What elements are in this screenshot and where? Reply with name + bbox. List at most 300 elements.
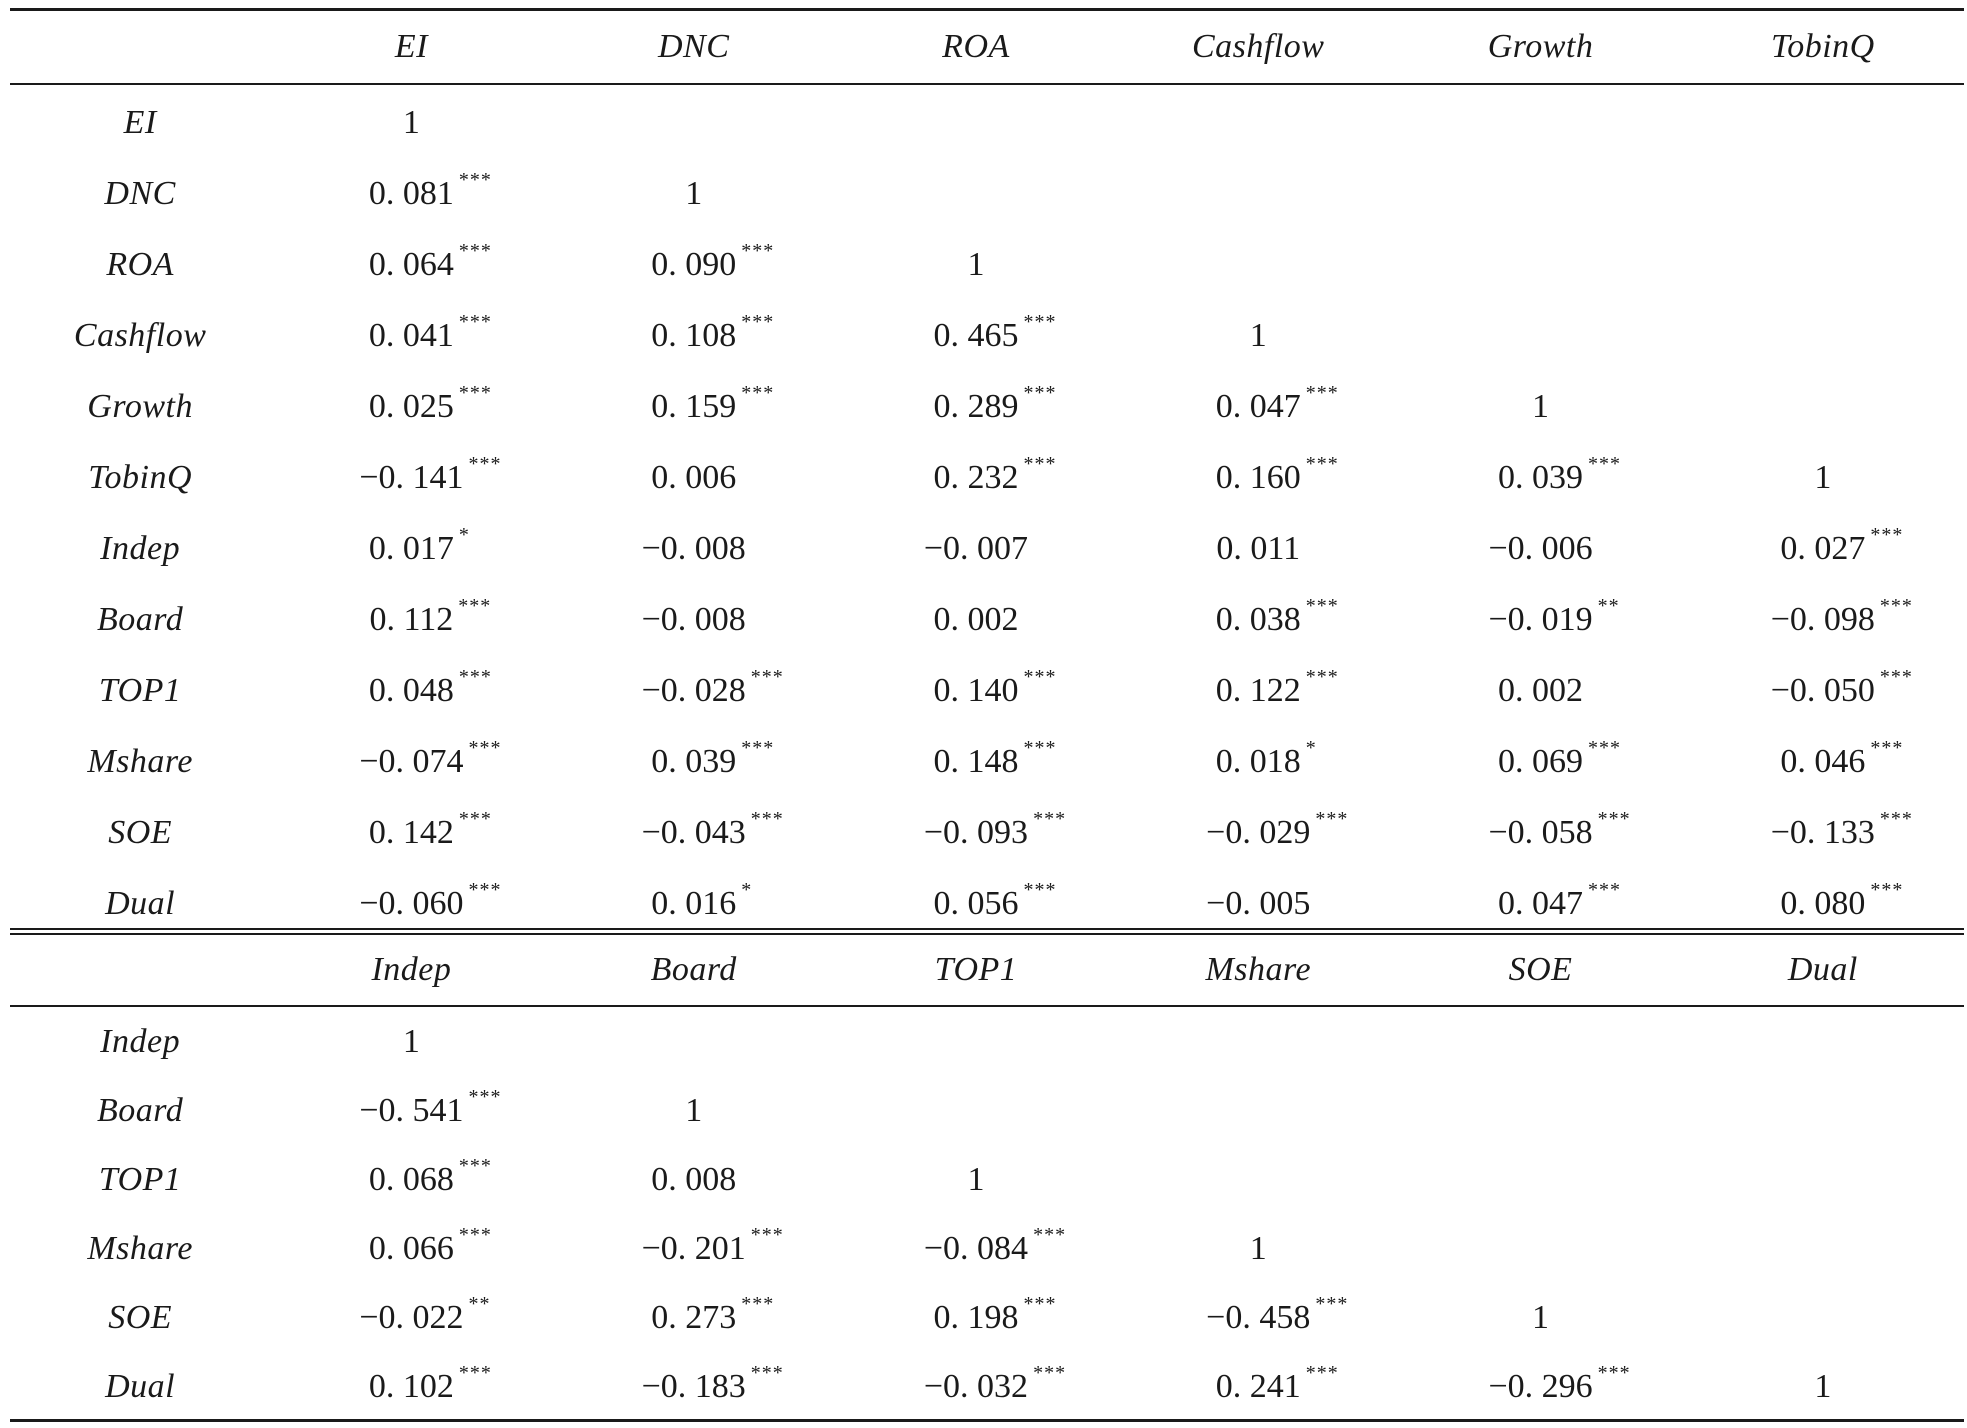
significance-stars: *** [458,168,492,191]
column-header-label: TOP1 [934,951,1018,988]
column-header [835,10,1117,85]
table-cell [270,1145,552,1214]
cell-value: 0. 011 [1216,529,1301,567]
column-header-label: ROA [942,28,1010,65]
table-cell [553,1006,835,1076]
cell-value: 0. 048 [368,671,454,709]
table-cell [553,1352,835,1421]
row-label [10,300,270,371]
cell-value-wrap [923,1361,1067,1406]
cell-value: 1 [1814,1367,1832,1405]
row-label-text: TOP1 [98,1160,182,1198]
significance-stars: *** [1315,807,1349,830]
cell-value: 0. 025 [368,387,454,425]
cell-value: −0. 008 [641,529,746,567]
cell-value: 0. 241 [1215,1367,1301,1405]
cell-value: 0. 090 [651,245,737,283]
cell-value: 0. 008 [651,1160,737,1198]
significance-stars: *** [741,736,775,759]
cell-value-wrap [1488,1361,1631,1406]
significance-stars: *** [468,1085,502,1108]
cell-value: 0. 041 [368,316,454,354]
cell-value-wrap [368,1154,492,1199]
table-cell [553,1214,835,1283]
cell-value-wrap [368,310,492,355]
column-header [270,935,552,1006]
table-cell [1117,1145,1399,1214]
table-row [10,1283,1964,1352]
table-cell [835,229,1117,300]
cell-value-wrap [359,878,502,923]
cell-value: −0. 022 [359,1298,464,1336]
row-label-text: Dual [105,1367,176,1405]
table-cell [1399,1076,1681,1145]
cell-value: 0. 064 [368,245,454,283]
cell-value-wrap [1814,459,1831,497]
table-cell [270,1076,552,1145]
table-cell [835,158,1117,229]
cell-value-wrap [368,168,492,213]
cell-value: −0. 093 [923,813,1029,851]
cell-value-wrap [1215,381,1339,426]
cell-value: 0. 068 [368,1160,454,1198]
column-header-label: DNC [657,28,730,65]
cell-value: −0. 029 [1206,813,1311,851]
significance-stars: *** [750,665,784,688]
cell-value: −0. 006 [1488,529,1593,567]
cell-value-wrap [403,1023,420,1061]
significance-stars: *** [1315,1292,1349,1315]
table-row [10,584,1964,655]
significance-stars: *** [458,381,492,404]
significance-stars: *** [1023,381,1057,404]
cell-value-wrap [368,665,492,710]
cell-value-wrap [641,665,784,710]
row-label [10,371,270,442]
table-cell [553,655,835,726]
cell-value-wrap [1215,736,1317,781]
cell-value-wrap [1488,807,1631,852]
cell-value-wrap [1215,665,1339,710]
significance-stars: *** [1033,807,1067,830]
cell-value-wrap [1814,1368,1831,1406]
cell-value: −0. 133 [1770,813,1875,851]
cell-value: 0. 148 [933,742,1019,780]
row-label-text: TOP1 [98,671,182,709]
row-label-text: Mshare [87,1229,193,1267]
significance-stars: *** [458,310,492,333]
cell-value: 0. 002 [1498,671,1584,709]
cell-value-wrap [1488,530,1592,568]
table-cell [270,442,552,513]
cell-value-wrap [1206,1292,1349,1337]
table-cell [553,229,835,300]
table-row [10,229,1964,300]
table-cell [1399,371,1681,442]
cell-value-wrap [369,594,492,639]
table-cell [1399,513,1681,584]
cell-value-wrap [933,736,1057,781]
table-cell [553,797,835,868]
row-label [10,158,270,229]
table-cell [1117,1076,1399,1145]
table-row [10,84,1964,158]
row-label-text: SOE [108,1298,173,1336]
correlation-panel-2 [10,935,1964,1421]
table-cell [1682,300,1964,371]
table-cell [1117,371,1399,442]
cell-value-wrap [368,1361,492,1406]
cell-value-wrap [933,452,1057,497]
table-cell [270,1214,552,1283]
significance-stars: *** [1870,736,1904,759]
table-cell [835,1076,1117,1145]
cell-value-wrap [368,807,492,852]
header-corner [10,935,270,1006]
significance-stars: *** [1033,1223,1067,1246]
cell-value: 0. 066 [368,1229,454,1267]
cell-value-wrap [651,878,753,923]
table-cell [553,371,835,442]
table-cell [553,513,835,584]
table-cell [270,584,552,655]
cell-value-wrap [1498,736,1622,781]
cell-value-wrap [651,1292,775,1337]
cell-value: 0. 046 [1780,742,1866,780]
table-cell [1399,300,1681,371]
cell-value-wrap [1780,736,1904,781]
column-header-label: Mshare [1205,951,1312,988]
table-row [10,1006,1964,1076]
significance-stars: *** [1305,452,1339,475]
cell-value-wrap [1498,452,1622,497]
table-cell [1399,84,1681,158]
row-label [10,797,270,868]
table-bottom-rule [10,1419,1964,1422]
cell-value-wrap [1532,388,1549,426]
table-cell [1117,1283,1399,1352]
cell-value: 0. 027 [1780,529,1866,567]
column-header [1117,935,1399,1006]
row-label [10,1145,270,1214]
cell-value: −0. 007 [923,529,1029,567]
row-label-text: Board [97,600,184,638]
significance-stars: *** [1305,594,1339,617]
significance-stars: *** [458,665,492,688]
table-cell [1117,229,1399,300]
cell-value: 0. 017 [368,529,454,567]
cell-value: 0. 002 [933,600,1019,638]
cell-value: −0. 074 [359,742,464,780]
row-label [10,442,270,513]
significance-stars: *** [1033,1361,1067,1384]
cell-value: 0. 140 [933,671,1019,709]
cell-value-wrap [359,736,502,781]
significance-stars: * [458,523,470,546]
cell-value: 0. 198 [933,1298,1019,1336]
significance-stars: *** [1870,878,1904,901]
cell-value: 1 [685,174,703,212]
table-cell [1117,1006,1399,1076]
table-cell [835,584,1117,655]
cell-value-wrap [923,1223,1067,1268]
cell-value-wrap [1770,665,1913,710]
cell-value-wrap [1250,317,1267,355]
cell-value-wrap [933,878,1057,923]
table-row [10,1214,1964,1283]
significance-stars: *** [1023,736,1057,759]
cell-value: 1 [967,1160,985,1198]
significance-stars: *** [468,452,502,475]
table-cell [1399,1283,1681,1352]
table-cell [1399,229,1681,300]
cell-value-wrap [1780,878,1904,923]
significance-stars: *** [1879,594,1913,617]
row-label-text: Cashflow [73,316,207,354]
cell-value: 0. 465 [933,316,1019,354]
column-header [1117,10,1399,85]
row-label-text: Growth [87,387,193,425]
cell-value-wrap [1215,1361,1339,1406]
cell-value-wrap [359,452,502,497]
table-cell [1399,1214,1681,1283]
significance-stars: *** [458,594,492,617]
cell-value-wrap [651,736,775,781]
row-label-text: EI [123,103,157,141]
table-row [10,655,1964,726]
cell-value: 1 [1249,316,1267,354]
cell-value-wrap [359,1292,491,1337]
column-header-label: Dual [1787,951,1858,988]
cell-value: 0. 038 [1215,600,1301,638]
cell-value: 1 [1814,458,1832,496]
table-cell [835,1283,1117,1352]
significance-stars: *** [1305,665,1339,688]
cell-value: 0. 289 [933,387,1019,425]
row-label-text: TobinQ [88,458,193,496]
table-cell [1682,1076,1964,1145]
cell-value-wrap [1770,807,1913,852]
table-row [10,158,1964,229]
significance-stars: *** [1305,381,1339,404]
cell-value: 1 [402,1022,420,1060]
table-cell [1399,1352,1681,1421]
cell-value: −0. 058 [1488,813,1593,851]
table-cell [835,726,1117,797]
cell-value: 0. 039 [1498,458,1584,496]
significance-stars: *** [1879,807,1913,830]
cell-value: 1 [402,103,420,141]
cell-value: 0. 016 [651,884,737,922]
table-cell [1682,726,1964,797]
column-header [1399,935,1681,1006]
row-label [10,84,270,158]
significance-stars: ** [1597,594,1620,617]
table-cell [270,371,552,442]
row-label [10,1006,270,1076]
table-cell [1682,442,1964,513]
significance-stars: * [1305,736,1317,759]
table-cell [1117,84,1399,158]
row-label [10,1283,270,1352]
row-label [10,1076,270,1145]
cell-value: 0. 232 [933,458,1019,496]
cell-value-wrap [1250,1230,1267,1268]
table-cell [1682,229,1964,300]
row-label [10,513,270,584]
table-cell [270,158,552,229]
cell-value-wrap [1780,523,1904,568]
cell-value-wrap [651,239,775,284]
table-cell [270,513,552,584]
table-cell [1682,158,1964,229]
significance-stars: *** [750,1361,784,1384]
significance-stars: *** [458,239,492,262]
cell-value: 0. 142 [368,813,454,851]
cell-value: −0. 141 [359,458,464,496]
cell-value-wrap [368,381,492,426]
significance-stars: *** [1879,665,1913,688]
row-label-text: Indep [100,529,181,567]
row-label-text: Dual [105,884,176,922]
cell-value: 0. 080 [1780,884,1866,922]
table-cell [1117,726,1399,797]
cell-value: 0. 069 [1498,742,1584,780]
table-cell [835,1145,1117,1214]
significance-stars: *** [1023,452,1057,475]
table-cell [270,300,552,371]
table-cell [1117,655,1399,726]
significance-stars: *** [1588,452,1622,475]
cell-value-wrap [641,807,784,852]
column-header [553,935,835,1006]
cell-value: −0. 296 [1488,1367,1593,1405]
column-header-label: TobinQ [1770,28,1875,65]
cell-value: −0. 019 [1488,600,1593,638]
table-cell [270,1006,552,1076]
significance-stars: *** [1023,310,1057,333]
row-label [10,655,270,726]
cell-value: −0. 005 [1206,884,1311,922]
table-cell [1682,1145,1964,1214]
table-row [10,300,1964,371]
table-cell [1117,1214,1399,1283]
table-row [10,442,1964,513]
table-cell [270,84,552,158]
table-row [10,797,1964,868]
cell-value: 0. 081 [368,174,454,212]
cell-value-wrap [1206,885,1310,923]
cell-value: −0. 050 [1770,671,1875,709]
table-cell [553,1145,835,1214]
table-cell [553,84,835,158]
table-cell [835,300,1117,371]
cell-value-wrap [933,601,1018,639]
table-cell [1399,442,1681,513]
cell-value-wrap [403,104,420,142]
column-header-label: EI [394,28,428,65]
cell-value: 1 [1532,387,1550,425]
cell-value-wrap [651,381,775,426]
cell-value: 0. 006 [651,458,737,496]
table-row [10,726,1964,797]
cell-value-wrap [924,530,1028,568]
table-row [10,1145,1964,1214]
row-label-text: Mshare [87,742,193,780]
cell-value: 1 [1249,1229,1267,1267]
table-cell [1682,513,1964,584]
significance-stars: *** [1597,807,1631,830]
significance-stars: *** [458,1223,492,1246]
row-label-text: Indep [100,1022,181,1060]
table-cell [553,1076,835,1145]
significance-stars: *** [458,1154,492,1177]
cell-value-wrap [1532,1299,1549,1337]
cell-value: −0. 084 [923,1229,1029,1267]
table-cell [1117,513,1399,584]
significance-stars: *** [741,1292,775,1315]
table-cell [835,797,1117,868]
significance-stars: *** [468,878,502,901]
row-label-text: DNC [104,174,176,212]
column-header-label: Board [650,951,737,988]
row-label-text: Board [97,1091,184,1129]
correlation-panel-1 [10,8,1964,939]
cell-value: 0. 122 [1215,671,1301,709]
table-cell [1117,300,1399,371]
table-row [10,1352,1964,1421]
cell-value-wrap [368,523,470,568]
column-header [270,10,552,85]
row-label [10,1214,270,1283]
significance-stars: ** [468,1292,491,1315]
cell-value: 0. 047 [1498,884,1584,922]
row-label [10,1352,270,1421]
cell-value: 0. 102 [368,1367,454,1405]
table-cell [1682,1006,1964,1076]
cell-value-wrap [641,1361,784,1406]
significance-stars: *** [1588,878,1622,901]
header-row [10,10,1964,85]
table-cell [835,442,1117,513]
table-cell [1682,1214,1964,1283]
cell-value-wrap [651,459,736,497]
cell-value: 0. 160 [1215,458,1301,496]
cell-value: −0. 028 [641,671,746,709]
row-label [10,584,270,655]
cell-value: 0. 159 [651,387,737,425]
cell-value-wrap [1206,807,1349,852]
column-header-label: SOE [1508,951,1573,988]
table-cell [1399,655,1681,726]
table-cell [1117,442,1399,513]
panel-separator-double-rule [10,928,1964,935]
column-header [1682,935,1964,1006]
table-cell [270,1283,552,1352]
significance-stars: *** [458,1361,492,1384]
significance-stars: *** [1305,1361,1339,1384]
table-cell [553,442,835,513]
cell-value-wrap [933,1292,1057,1337]
column-header [835,935,1117,1006]
cell-value-wrap [1488,594,1620,639]
table-cell [553,300,835,371]
cell-value: 0. 018 [1215,742,1301,780]
cell-value: 0. 047 [1215,387,1301,425]
significance-stars: *** [741,310,775,333]
table-cell [1682,84,1964,158]
table-cell [1682,371,1964,442]
